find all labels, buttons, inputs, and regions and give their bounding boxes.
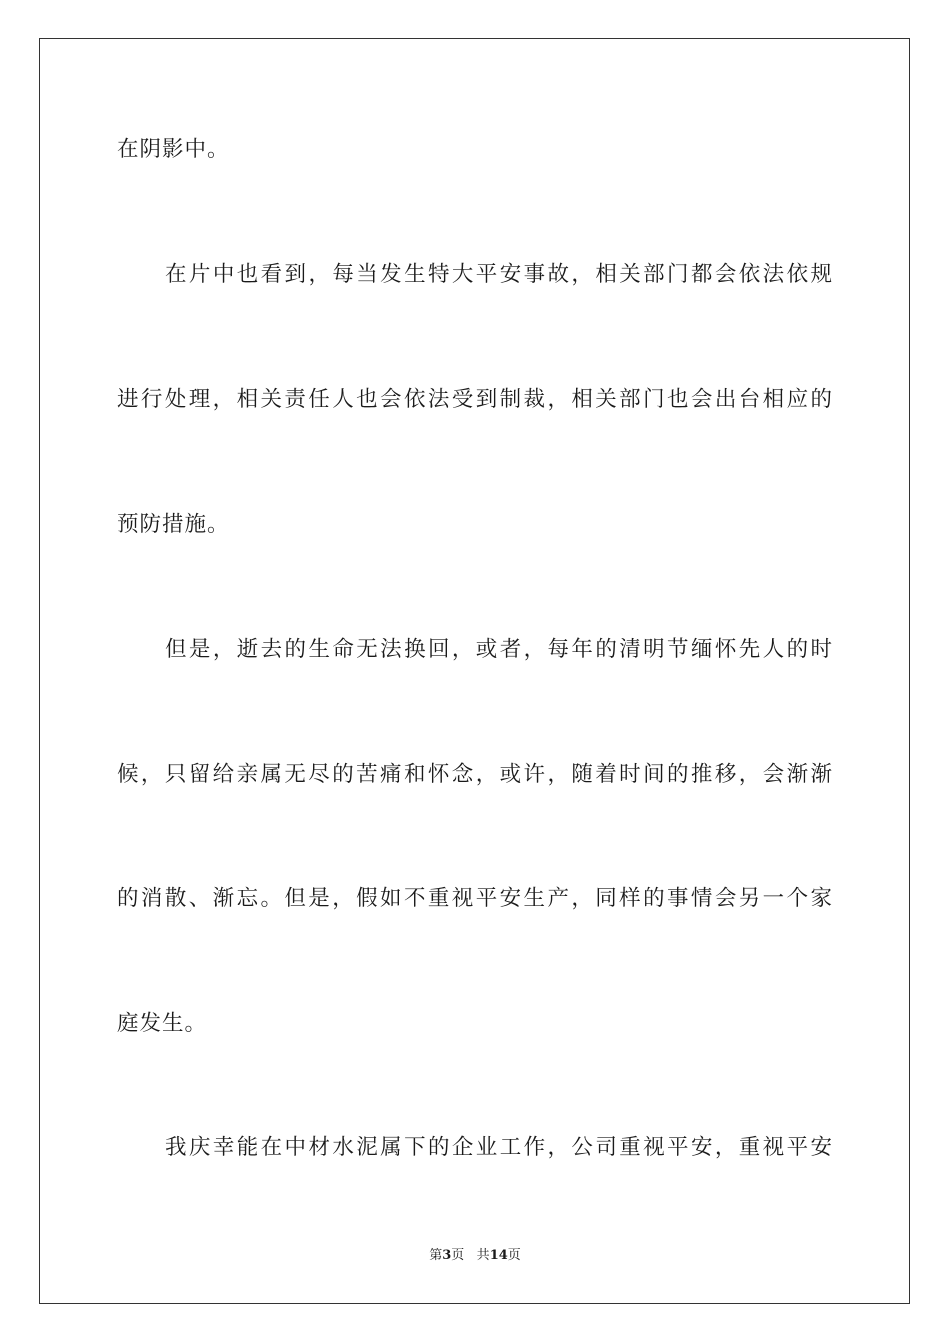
text-line: 庭发生。 [117,1011,208,1036]
text-line: 在阴影中。 [117,137,230,162]
total-prefix: 共 [476,1248,490,1263]
text-line: 在片中也看到，每当发生特大平安事故，相关部门都会依法依规 [165,262,833,287]
text-line: 预防措施。 [117,512,230,537]
page-border [39,38,910,1304]
page-footer [0,1248,950,1264]
page-prefix: 第 [429,1248,443,1263]
page-suffix: 页 [451,1248,465,1263]
text-line: 我庆幸能在中材水泥属下的企业工作，公司重视平安，重视平安 [165,1135,833,1160]
total-suffix: 页 [507,1248,521,1263]
page-number: 3 [442,1248,452,1263]
total-pages: 14 [489,1248,508,1263]
text-line: 但是，逝去的生命无法换回，或者，每年的清明节缅怀先人的时 [165,637,833,662]
text-line: 的消散、渐忘。但是，假如不重视平安生产，同样的事情会另一个家 [117,886,833,911]
text-line: 进行处理，相关责任人也会依法受到制裁，相关部门也会出台相应的 [117,387,833,412]
text-line: 候，只留给亲属无尽的苦痛和怀念，或许，随着时间的推移，会渐渐 [117,762,833,787]
